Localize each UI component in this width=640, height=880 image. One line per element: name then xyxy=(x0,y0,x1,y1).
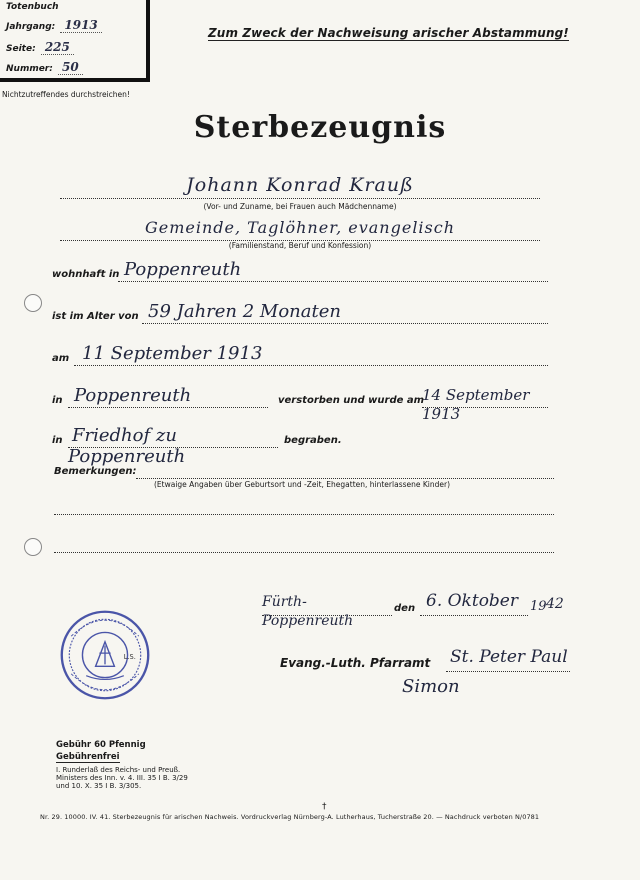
residence-field xyxy=(118,257,548,282)
fee-law-3: und 10. X. 35 I B. 3/305. xyxy=(56,782,142,790)
date-row xyxy=(52,340,552,366)
signer-signature: Simon xyxy=(402,676,460,697)
family-status-value: Gemeinde, Taglöhner, evangelisch xyxy=(144,218,456,237)
death-row xyxy=(52,382,552,423)
sign-place-field xyxy=(262,591,392,629)
seite-value: 225 xyxy=(41,40,74,55)
name-field xyxy=(60,174,540,199)
office-row xyxy=(280,646,570,672)
name-value: Johann Konrad Krauß xyxy=(186,174,414,196)
burial-place-value: Friedhof zu Poppenreuth xyxy=(68,425,186,467)
place-date-row xyxy=(262,590,564,629)
nummer-value: 50 xyxy=(58,60,83,75)
seite-label: Seite: xyxy=(6,44,36,54)
burial-date-field xyxy=(422,383,548,423)
sign-date-field xyxy=(420,591,528,616)
footer-imprint: Nr. 29. 10000. IV. 41. Sterbezeugnis für arischen Nachweis. Vordruckverlag Nürnberg-A. Lutherhaus, Tucherstraße 20. — Nachdruck verboten N/0781 xyxy=(40,813,540,821)
remarks-caption: (Etwaige Angaben über Geburtsort und -Zeit, Ehegatten, hinterlassene Kinder) xyxy=(154,480,451,489)
fee-amount: Gebühr 60 Pfennig xyxy=(56,740,146,750)
sign-place-value: Fürth-Poppenreuth xyxy=(262,594,354,629)
seite-row xyxy=(6,40,74,54)
remarks-line-2 xyxy=(54,514,554,515)
date-label: am xyxy=(52,353,70,364)
residence-row xyxy=(52,256,552,282)
den-label: den xyxy=(394,603,416,614)
nummer-label: Nummer: xyxy=(6,64,53,74)
nummer-row xyxy=(6,60,83,74)
name-caption: (Vor- und Zuname, bei Frauen auch Mädchenname) xyxy=(203,202,397,211)
burial-row xyxy=(52,422,552,467)
death-place-value: Poppenreuth xyxy=(74,385,192,406)
purpose-heading: Zum Zweck der Nachweisung arischer Abstammung! xyxy=(208,26,569,40)
burial-place-field xyxy=(68,423,278,467)
burial-date-value: 14 September 1913 xyxy=(422,386,530,423)
jahrgang-label: Jahrgang: xyxy=(6,22,56,32)
seal-ls-text: L.S. xyxy=(123,652,136,661)
age-value: 59 Jahren 2 Monaten xyxy=(148,301,341,322)
totenbuch-title: Totenbuch xyxy=(6,2,59,12)
date-value: 11 September 1913 xyxy=(82,343,263,364)
age-label: ist im Alter von xyxy=(52,311,139,322)
church-seal xyxy=(58,608,152,702)
death-in-label: in xyxy=(52,395,63,406)
fee-free: Gebührenfrei xyxy=(56,752,120,762)
fee-law-1: I. Runderlaß des Reichs- und Preuß. xyxy=(56,766,181,774)
age-row xyxy=(52,298,552,324)
jahrgang-value: 1913 xyxy=(60,18,101,33)
sign-date-value: 6. Oktober xyxy=(426,591,518,611)
punch-hole-bottom xyxy=(24,538,42,556)
family-status-caption: (Familienstand, Beruf und Konfession) xyxy=(228,241,372,250)
year-value: 42 xyxy=(546,596,564,612)
document-title: Sterbezeugnis xyxy=(193,110,447,145)
remarks-line-3 xyxy=(54,552,554,553)
office-field xyxy=(446,647,570,672)
death-mid-label: verstorben und wurde am xyxy=(278,395,425,406)
jahrgang-row xyxy=(6,18,102,32)
remarks-line-1 xyxy=(136,478,554,479)
death-place-field xyxy=(68,383,268,408)
residence-label: wohnhaft in xyxy=(52,269,120,280)
strike-note: Nichtzutreffendes durchstreichen! xyxy=(2,90,130,99)
age-field xyxy=(142,299,548,324)
dagger-mark: † xyxy=(322,802,327,812)
remarks-label: Bemerkungen: xyxy=(54,466,137,477)
residence-value: Poppenreuth xyxy=(124,259,242,280)
family-status-field xyxy=(60,218,540,241)
date-field xyxy=(74,341,548,366)
burial-in-label: in xyxy=(52,435,63,446)
fee-law-2: Ministers des Inn. v. 4. III. 35 I B. 3/29 xyxy=(56,774,188,782)
burial-end-label: begraben. xyxy=(284,435,342,446)
office-label: Evang.-Luth. Pfarramt xyxy=(280,656,431,670)
office-value: St. Peter Paul xyxy=(450,647,568,667)
year-prefix: 19 xyxy=(530,599,547,614)
punch-hole-top xyxy=(24,294,42,312)
